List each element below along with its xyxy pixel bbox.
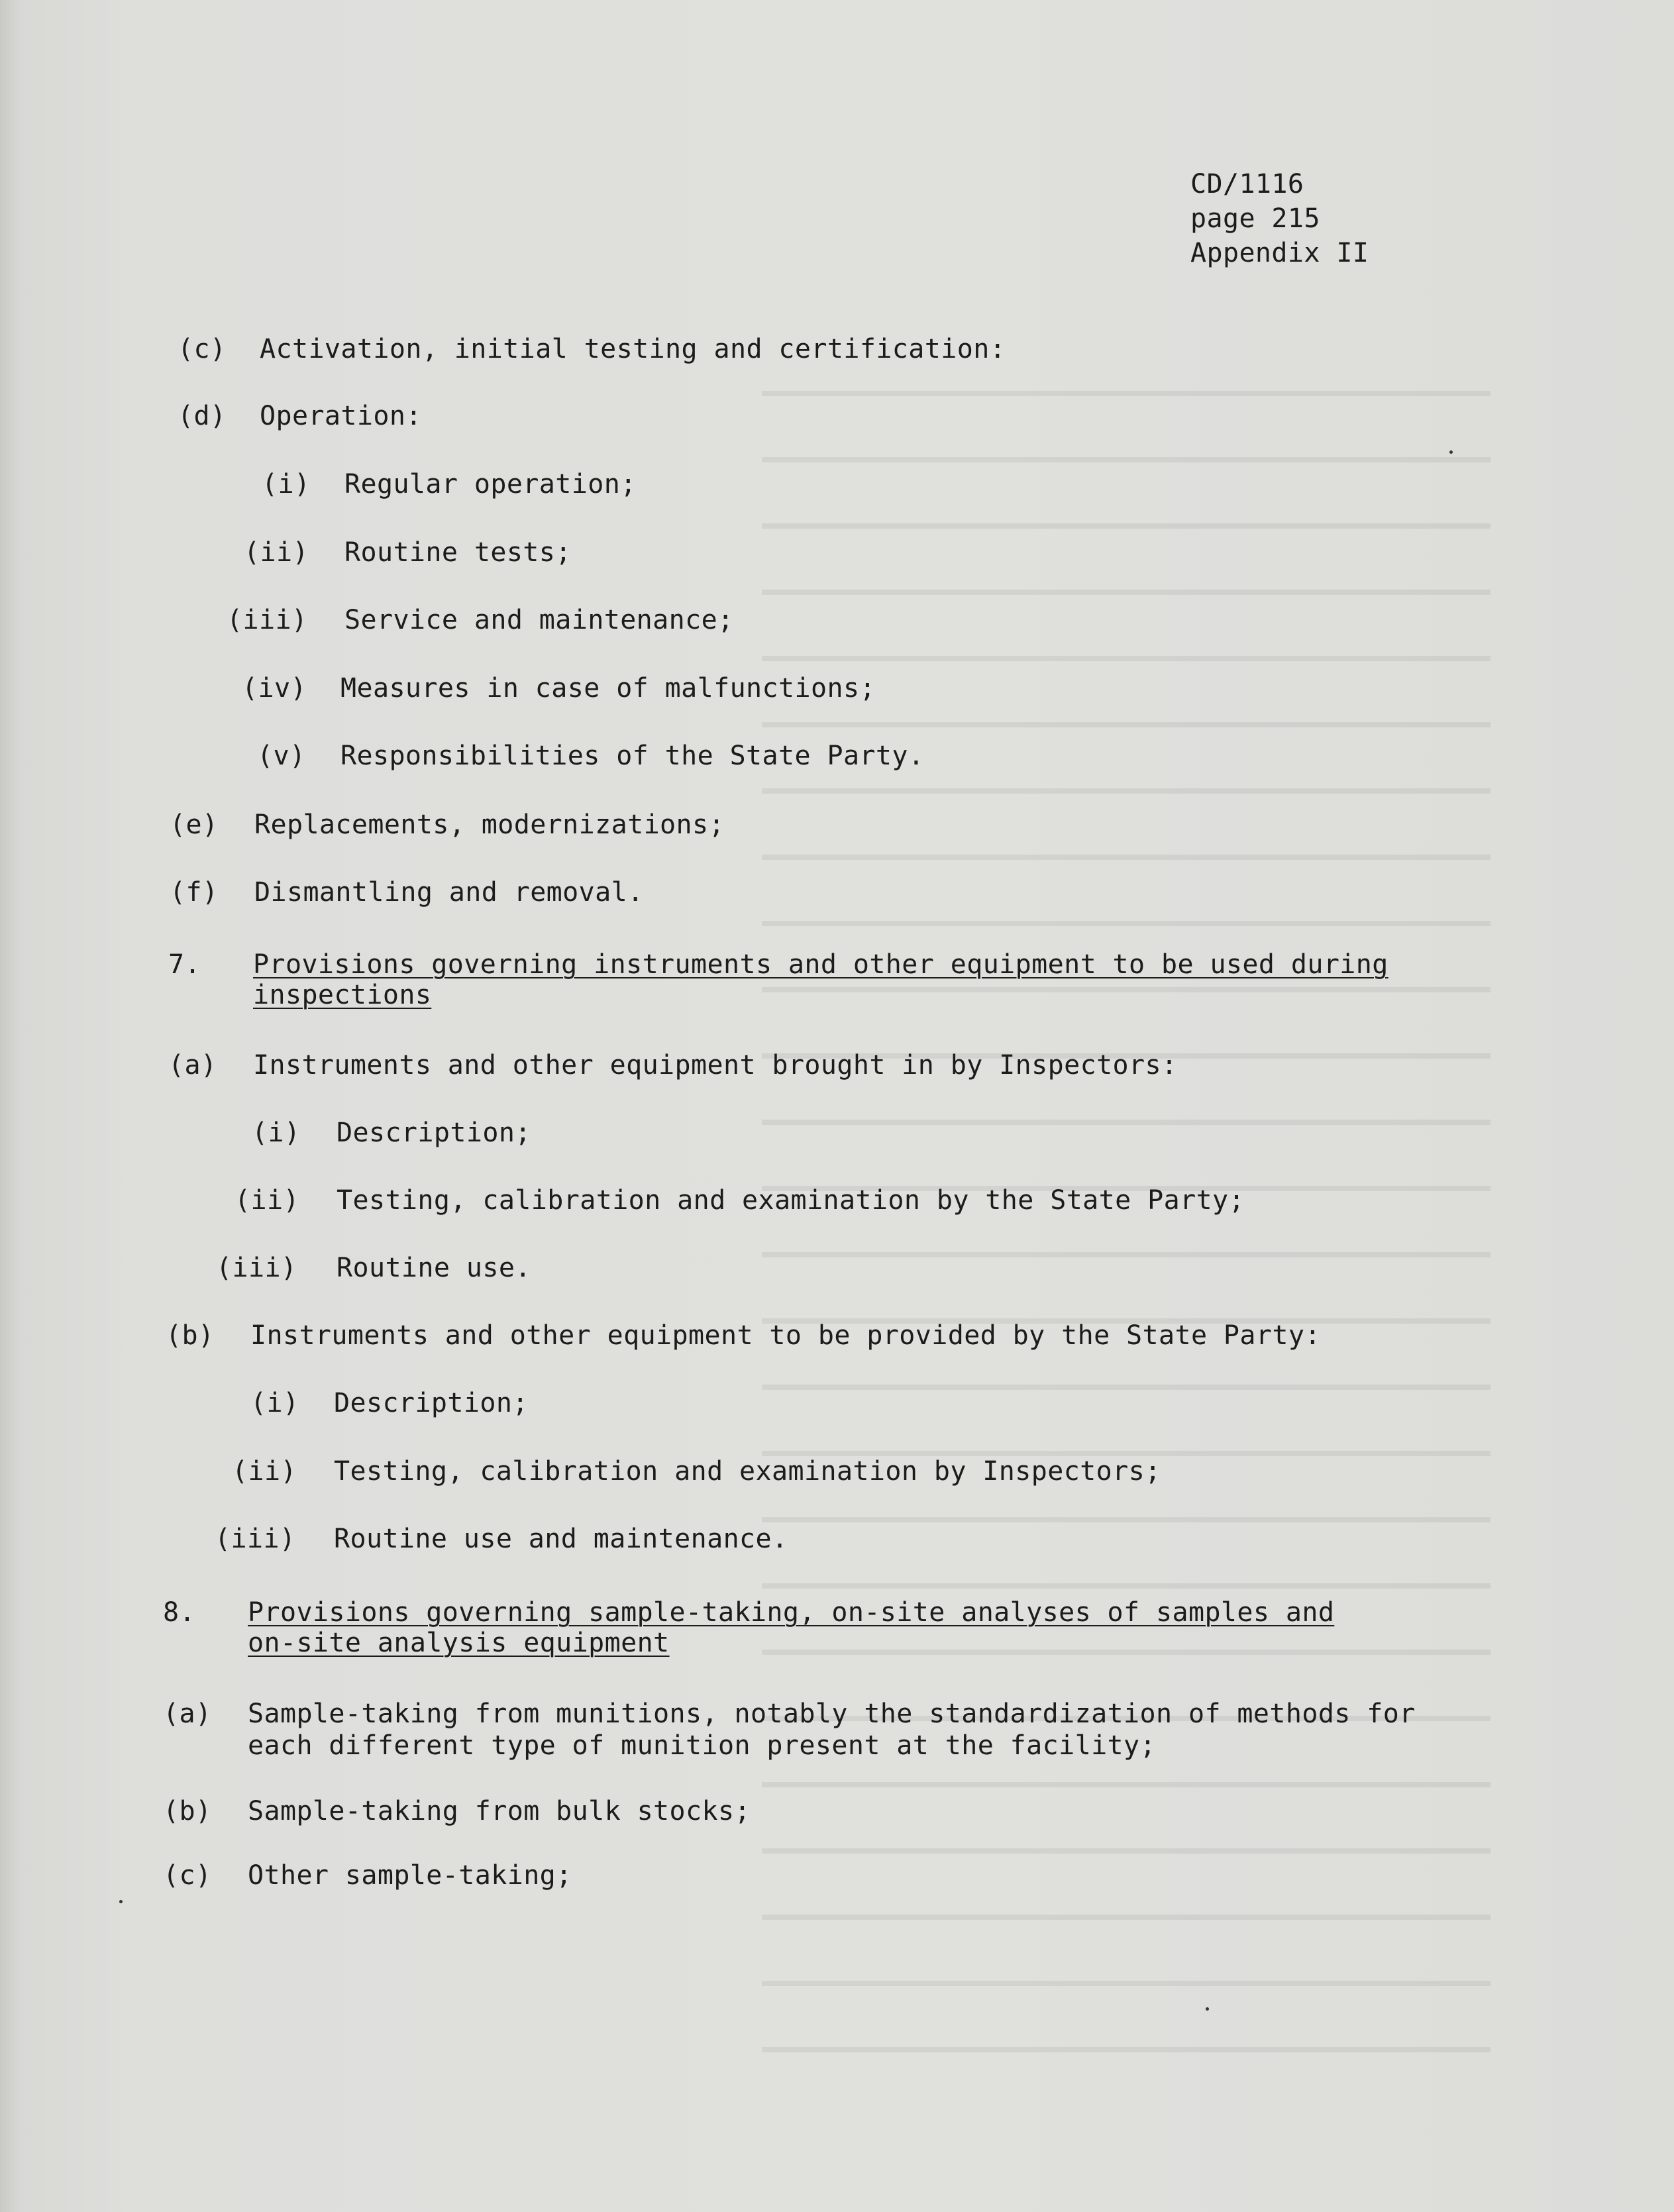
section-7-a-i-label: (i)	[252, 1118, 301, 1148]
item-d-v-text: Responsibilities of the State Party.	[340, 741, 925, 771]
section-7-b-ii-label: (ii)	[232, 1456, 297, 1487]
section-8-b-text: Sample-taking from bulk stocks;	[248, 1796, 751, 1826]
section-8-heading-line1: Provisions governing sample-taking, on-site analyses of samples and	[248, 1597, 1335, 1628]
section-8-b-label: (b)	[163, 1796, 212, 1826]
section-7-number: 7.	[168, 949, 201, 980]
item-f-text: Dismantling and removal.	[254, 877, 644, 908]
section-7-a-text: Instruments and other equipment brought in by Inspectors:	[253, 1050, 1178, 1080]
item-d-iii-text: Service and maintenance;	[344, 605, 734, 635]
section-8-a-label: (a)	[163, 1699, 212, 1729]
section-8-a-text-line2: each different type of munition present at the facility;	[248, 1730, 1156, 1761]
section-7-b-i-text: Description;	[334, 1388, 529, 1418]
paper-speck	[119, 1900, 123, 1903]
item-e-text: Replacements, modernizations;	[254, 810, 725, 840]
section-7-b-i-label: (i)	[250, 1388, 299, 1418]
section-7-a-i-text: Description;	[337, 1118, 531, 1148]
section-8-a-text-line1: Sample-taking from munitions, notably the standardization of methods for	[248, 1699, 1416, 1729]
item-d-i-text: Regular operation;	[344, 469, 637, 500]
section-7-b-iii-text: Routine use and maintenance.	[334, 1524, 788, 1554]
section-7-b-iii-label: (iii)	[215, 1524, 296, 1554]
section-8-heading-line2: on-site analysis equipment	[248, 1628, 670, 1658]
item-d-iv-text: Measures in case of malfunctions;	[340, 673, 876, 704]
item-c-text: Activation, initial testing and certification:	[260, 334, 1006, 364]
item-c-label: (c)	[178, 334, 227, 364]
appendix-label: Appendix II	[1190, 238, 1369, 268]
section-7-a-ii-text: Testing, calibration and examination by the State Party;	[337, 1185, 1245, 1216]
section-7-b-text: Instruments and other equipment to be provided by the State Party:	[250, 1320, 1321, 1351]
section-7-heading-line2: inspections	[253, 980, 432, 1010]
section-8-c-text: Other sample-taking;	[248, 1860, 572, 1891]
paper-speck	[1206, 2007, 1209, 2011]
section-7-a-iii-text: Routine use.	[337, 1253, 531, 1283]
item-f-label: (f)	[170, 877, 219, 908]
item-d-ii-label: (ii)	[244, 537, 309, 568]
item-d-label: (d)	[178, 401, 227, 431]
item-d-i-label: (i)	[262, 469, 311, 500]
item-d-text: Operation:	[260, 401, 422, 431]
item-d-ii-text: Routine tests;	[344, 537, 572, 568]
section-7-a-iii-label: (iii)	[216, 1253, 297, 1283]
item-e-label: (e)	[170, 810, 219, 840]
item-d-v-label: (v)	[257, 741, 306, 771]
page-number: page 215	[1190, 203, 1320, 234]
item-d-iv-label: (iv)	[242, 673, 307, 704]
document-code: CD/1116	[1190, 169, 1304, 199]
item-d-iii-label: (iii)	[227, 605, 308, 635]
section-7-b-label: (b)	[166, 1320, 215, 1351]
section-7-b-ii-text: Testing, calibration and examination by Inspectors;	[334, 1456, 1161, 1487]
paper-speck	[1449, 450, 1453, 454]
section-7-a-label: (a)	[168, 1050, 217, 1080]
section-8-c-label: (c)	[163, 1860, 212, 1891]
section-8-number: 8.	[163, 1597, 195, 1628]
section-7-a-ii-label: (ii)	[235, 1185, 299, 1216]
section-7-heading-line1: Provisions governing instruments and other equipment to be used during	[253, 949, 1388, 980]
